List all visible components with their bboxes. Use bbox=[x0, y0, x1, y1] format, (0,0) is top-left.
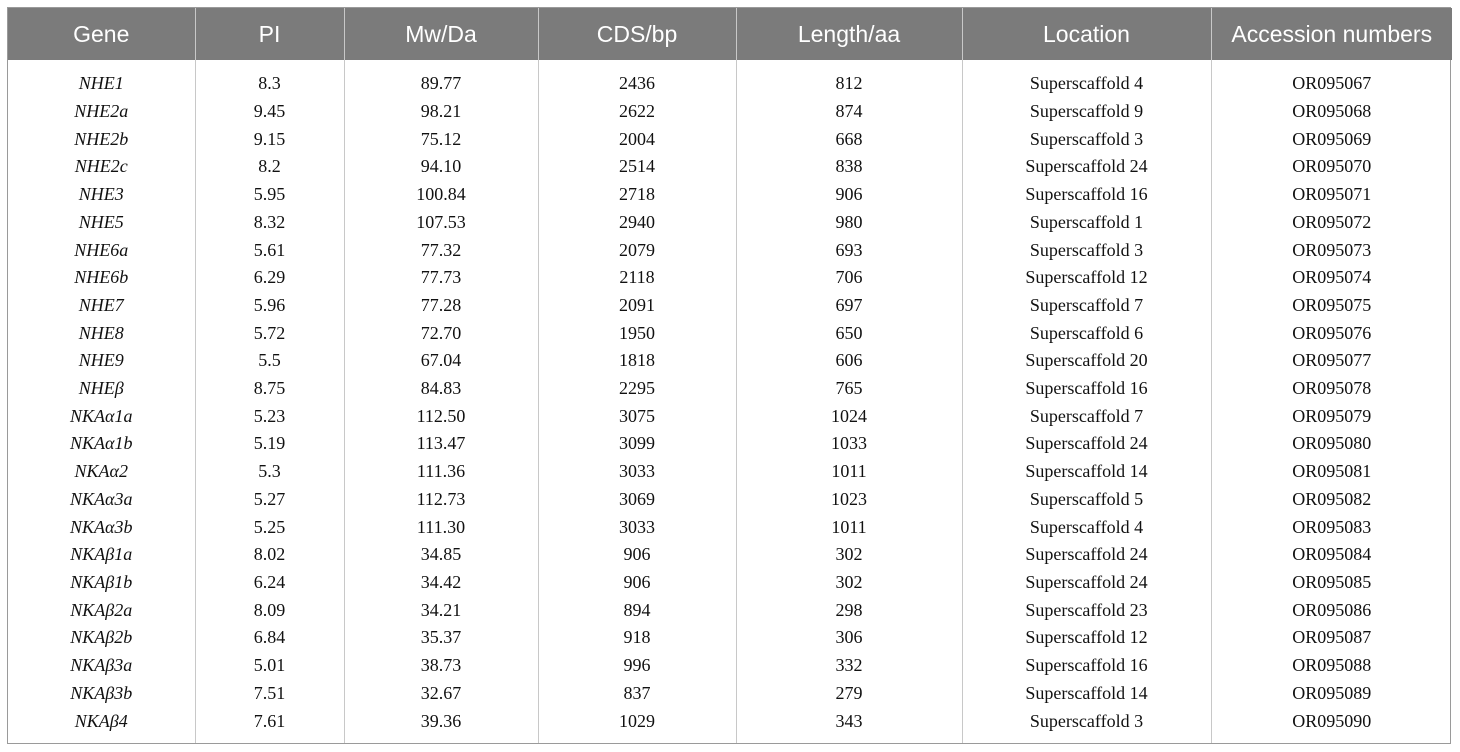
cell-length: 1011 bbox=[736, 513, 962, 541]
cell-mw: 77.28 bbox=[344, 292, 538, 320]
cell-length: 838 bbox=[736, 153, 962, 181]
cell-accession: OR095069 bbox=[1211, 125, 1452, 153]
cell-accession: OR095067 bbox=[1211, 60, 1452, 98]
cell-location: Superscaffold 24 bbox=[962, 153, 1211, 181]
cell-length: 693 bbox=[736, 236, 962, 264]
table-row bbox=[8, 569, 1452, 597]
cell-cds: 906 bbox=[538, 569, 736, 597]
table-row bbox=[8, 624, 1452, 652]
cell-accession: OR095068 bbox=[1211, 98, 1452, 126]
cell-cds: 2940 bbox=[538, 209, 736, 237]
cell-mw: 77.32 bbox=[344, 236, 538, 264]
cell-length: 279 bbox=[736, 679, 962, 707]
cell-mw: 94.10 bbox=[344, 153, 538, 181]
cell-gene: NKAα3b bbox=[70, 516, 133, 537]
cell-pi: 5.95 bbox=[195, 181, 344, 209]
cell-location: Superscaffold 4 bbox=[962, 513, 1211, 541]
cell-accession: OR095071 bbox=[1211, 181, 1452, 209]
cell-location: Superscaffold 23 bbox=[962, 596, 1211, 624]
table-row bbox=[8, 153, 1452, 181]
cell-accession: OR095081 bbox=[1211, 458, 1452, 486]
cell-location: Superscaffold 12 bbox=[962, 264, 1211, 292]
header-location: Location bbox=[962, 8, 1211, 60]
cell-mw: 77.73 bbox=[344, 264, 538, 292]
cell-length: 812 bbox=[736, 60, 962, 98]
table-row bbox=[8, 60, 1452, 98]
cell-length: 306 bbox=[736, 624, 962, 652]
cell-gene: NKAβ4 bbox=[74, 710, 128, 731]
cell-gene: NKAα1b bbox=[70, 433, 133, 454]
cell-location: Superscaffold 24 bbox=[962, 541, 1211, 569]
table-row bbox=[8, 458, 1452, 486]
table-row bbox=[8, 596, 1452, 624]
cell-gene: NKAα1a bbox=[70, 405, 133, 426]
cell-mw: 89.77 bbox=[344, 60, 538, 98]
cell-pi: 5.96 bbox=[195, 292, 344, 320]
cell-mw: 112.73 bbox=[344, 486, 538, 514]
cell-pi: 9.15 bbox=[195, 125, 344, 153]
cell-gene: NHE2a bbox=[74, 101, 129, 122]
cell-gene: NHE2b bbox=[74, 128, 129, 149]
cell-accession: OR095076 bbox=[1211, 319, 1452, 347]
cell-location: Superscaffold 16 bbox=[962, 652, 1211, 680]
cell-length: 343 bbox=[736, 707, 962, 743]
cell-location: Superscaffold 14 bbox=[962, 679, 1211, 707]
table-row bbox=[8, 292, 1452, 320]
cell-cds: 2118 bbox=[538, 264, 736, 292]
cell-mw: 111.36 bbox=[344, 458, 538, 486]
table-row bbox=[8, 541, 1452, 569]
cell-location: Superscaffold 24 bbox=[962, 569, 1211, 597]
cell-pi: 8.32 bbox=[195, 209, 344, 237]
cell-pi: 5.19 bbox=[195, 430, 344, 458]
cell-gene: NHE6a bbox=[74, 239, 129, 260]
cell-mw: 113.47 bbox=[344, 430, 538, 458]
cell-length: 1023 bbox=[736, 486, 962, 514]
cell-mw: 34.85 bbox=[344, 541, 538, 569]
cell-mw: 34.21 bbox=[344, 596, 538, 624]
cell-gene: NKAβ2a bbox=[70, 599, 133, 620]
cell-mw: 72.70 bbox=[344, 319, 538, 347]
cell-cds: 996 bbox=[538, 652, 736, 680]
cell-accession: OR095083 bbox=[1211, 513, 1452, 541]
cell-gene: NHEβ bbox=[78, 378, 124, 399]
cell-mw: 84.83 bbox=[344, 375, 538, 403]
cell-cds: 1950 bbox=[538, 319, 736, 347]
cell-accession: OR095073 bbox=[1211, 236, 1452, 264]
cell-gene: NHE6b bbox=[74, 267, 129, 288]
cell-length: 765 bbox=[736, 375, 962, 403]
cell-cds: 2295 bbox=[538, 375, 736, 403]
cell-location: Superscaffold 20 bbox=[962, 347, 1211, 375]
cell-pi: 5.25 bbox=[195, 513, 344, 541]
cell-gene: NHE9 bbox=[78, 350, 124, 371]
cell-mw: 98.21 bbox=[344, 98, 538, 126]
cell-pi: 5.61 bbox=[195, 236, 344, 264]
cell-cds: 2091 bbox=[538, 292, 736, 320]
cell-accession: OR095074 bbox=[1211, 264, 1452, 292]
cell-accession: OR095088 bbox=[1211, 652, 1452, 680]
cell-accession: OR095084 bbox=[1211, 541, 1452, 569]
cell-cds: 2436 bbox=[538, 60, 736, 98]
cell-mw: 100.84 bbox=[344, 181, 538, 209]
cell-location: Superscaffold 3 bbox=[962, 707, 1211, 743]
table-row bbox=[8, 98, 1452, 126]
cell-mw: 39.36 bbox=[344, 707, 538, 743]
header-gene: Gene bbox=[8, 8, 195, 60]
cell-pi: 8.3 bbox=[195, 60, 344, 98]
cell-mw: 112.50 bbox=[344, 402, 538, 430]
cell-accession: OR095072 bbox=[1211, 209, 1452, 237]
cell-length: 606 bbox=[736, 347, 962, 375]
cell-cds: 918 bbox=[538, 624, 736, 652]
cell-location: Superscaffold 6 bbox=[962, 319, 1211, 347]
table-row bbox=[8, 652, 1452, 680]
cell-cds: 2718 bbox=[538, 181, 736, 209]
cell-location: Superscaffold 12 bbox=[962, 624, 1211, 652]
cell-gene: NKAα3a bbox=[70, 488, 133, 509]
cell-pi: 8.2 bbox=[195, 153, 344, 181]
table-row bbox=[8, 707, 1452, 743]
cell-location: Superscaffold 16 bbox=[962, 181, 1211, 209]
cell-length: 302 bbox=[736, 569, 962, 597]
cell-length: 668 bbox=[736, 125, 962, 153]
cell-location: Superscaffold 4 bbox=[962, 60, 1211, 98]
cell-pi: 6.24 bbox=[195, 569, 344, 597]
cell-accession: OR095087 bbox=[1211, 624, 1452, 652]
cell-location: Superscaffold 5 bbox=[962, 486, 1211, 514]
cell-cds: 3033 bbox=[538, 458, 736, 486]
cell-mw: 38.73 bbox=[344, 652, 538, 680]
cell-cds: 2622 bbox=[538, 98, 736, 126]
cell-accession: OR095075 bbox=[1211, 292, 1452, 320]
cell-accession: OR095080 bbox=[1211, 430, 1452, 458]
cell-length: 1033 bbox=[736, 430, 962, 458]
cell-cds: 3075 bbox=[538, 402, 736, 430]
table-body bbox=[8, 60, 1452, 743]
table-row bbox=[8, 319, 1452, 347]
cell-cds: 2004 bbox=[538, 125, 736, 153]
cell-length: 1024 bbox=[736, 402, 962, 430]
cell-cds: 1029 bbox=[538, 707, 736, 743]
cell-cds: 1818 bbox=[538, 347, 736, 375]
cell-pi: 7.51 bbox=[195, 679, 344, 707]
cell-pi: 5.5 bbox=[195, 347, 344, 375]
cell-location: Superscaffold 1 bbox=[962, 209, 1211, 237]
cell-gene: NKAβ3a bbox=[70, 655, 133, 676]
cell-cds: 3069 bbox=[538, 486, 736, 514]
table-row bbox=[8, 209, 1452, 237]
cell-gene: NHE7 bbox=[78, 294, 124, 315]
cell-mw: 111.30 bbox=[344, 513, 538, 541]
cell-accession: OR095070 bbox=[1211, 153, 1452, 181]
cell-length: 302 bbox=[736, 541, 962, 569]
cell-gene: NKAβ1b bbox=[70, 572, 133, 592]
cell-length: 706 bbox=[736, 264, 962, 292]
cell-gene: NHE8 bbox=[78, 322, 124, 343]
header-length: Length/aa bbox=[736, 8, 962, 60]
gene-table-container bbox=[7, 7, 1451, 744]
cell-pi: 5.3 bbox=[195, 458, 344, 486]
cell-mw: 107.53 bbox=[344, 209, 538, 237]
table-row bbox=[8, 125, 1452, 153]
cell-accession: OR095086 bbox=[1211, 596, 1452, 624]
cell-gene: NKAβ3b bbox=[70, 682, 133, 703]
cell-cds: 837 bbox=[538, 679, 736, 707]
cell-pi: 8.02 bbox=[195, 541, 344, 569]
cell-pi: 6.84 bbox=[195, 624, 344, 652]
cell-pi: 5.27 bbox=[195, 486, 344, 514]
cell-pi: 8.09 bbox=[195, 596, 344, 624]
cell-cds: 894 bbox=[538, 596, 736, 624]
table-row bbox=[8, 375, 1452, 403]
cell-pi: 7.61 bbox=[195, 707, 344, 743]
cell-length: 298 bbox=[736, 596, 962, 624]
cell-cds: 906 bbox=[538, 541, 736, 569]
table-row bbox=[8, 264, 1452, 292]
cell-mw: 35.37 bbox=[344, 624, 538, 652]
cell-length: 906 bbox=[736, 181, 962, 209]
cell-mw: 75.12 bbox=[344, 125, 538, 153]
cell-length: 697 bbox=[736, 292, 962, 320]
cell-pi: 8.75 bbox=[195, 375, 344, 403]
cell-length: 650 bbox=[736, 319, 962, 347]
cell-length: 980 bbox=[736, 209, 962, 237]
table-row bbox=[8, 486, 1452, 514]
cell-gene: NHE2c bbox=[74, 156, 128, 177]
cell-pi: 5.01 bbox=[195, 652, 344, 680]
cell-accession: OR095077 bbox=[1211, 347, 1452, 375]
cell-pi: 5.72 bbox=[195, 319, 344, 347]
header-mw: Mw/Da bbox=[344, 8, 538, 60]
cell-location: Superscaffold 3 bbox=[962, 125, 1211, 153]
table-row bbox=[8, 513, 1452, 541]
cell-accession: OR095078 bbox=[1211, 375, 1452, 403]
cell-cds: 2079 bbox=[538, 236, 736, 264]
cell-length: 874 bbox=[736, 98, 962, 126]
cell-location: Superscaffold 9 bbox=[962, 98, 1211, 126]
header-pi: PI bbox=[195, 8, 344, 60]
cell-length: 332 bbox=[736, 652, 962, 680]
table-row bbox=[8, 181, 1452, 209]
cell-location: Superscaffold 16 bbox=[962, 375, 1211, 403]
table-row bbox=[8, 347, 1452, 375]
cell-accession: OR095082 bbox=[1211, 486, 1452, 514]
table-row bbox=[8, 236, 1452, 264]
cell-cds: 3033 bbox=[538, 513, 736, 541]
header-cds: CDS/bp bbox=[538, 8, 736, 60]
cell-accession: OR095090 bbox=[1211, 707, 1452, 743]
gene-properties-table bbox=[8, 8, 1452, 743]
cell-cds: 3099 bbox=[538, 430, 736, 458]
cell-cds: 2514 bbox=[538, 153, 736, 181]
cell-location: Superscaffold 24 bbox=[962, 430, 1211, 458]
cell-mw: 32.67 bbox=[344, 679, 538, 707]
table-header-row bbox=[8, 8, 1452, 60]
cell-gene: NKAα2 bbox=[74, 461, 128, 482]
cell-gene: NKAβ1a bbox=[70, 544, 133, 565]
header-accession: Accession numbers bbox=[1211, 8, 1452, 60]
cell-accession: OR095079 bbox=[1211, 402, 1452, 430]
cell-accession: OR095089 bbox=[1211, 679, 1452, 707]
cell-gene: NKAβ2b bbox=[70, 627, 133, 648]
table-row bbox=[8, 679, 1452, 707]
cell-location: Superscaffold 3 bbox=[962, 236, 1211, 264]
table-row bbox=[8, 430, 1452, 458]
cell-pi: 6.29 bbox=[195, 264, 344, 292]
cell-location: Superscaffold 7 bbox=[962, 402, 1211, 430]
cell-mw: 67.04 bbox=[344, 347, 538, 375]
cell-pi: 9.45 bbox=[195, 98, 344, 126]
cell-gene: NHE3 bbox=[78, 184, 124, 205]
cell-location: Superscaffold 14 bbox=[962, 458, 1211, 486]
cell-accession: OR095085 bbox=[1211, 569, 1452, 597]
cell-gene: NHE5 bbox=[78, 211, 124, 232]
cell-length: 1011 bbox=[736, 458, 962, 486]
table-row bbox=[8, 402, 1452, 430]
cell-pi: 5.23 bbox=[195, 402, 344, 430]
cell-gene: NHE1 bbox=[78, 73, 124, 94]
cell-location: Superscaffold 7 bbox=[962, 292, 1211, 320]
cell-mw: 34.42 bbox=[344, 569, 538, 597]
